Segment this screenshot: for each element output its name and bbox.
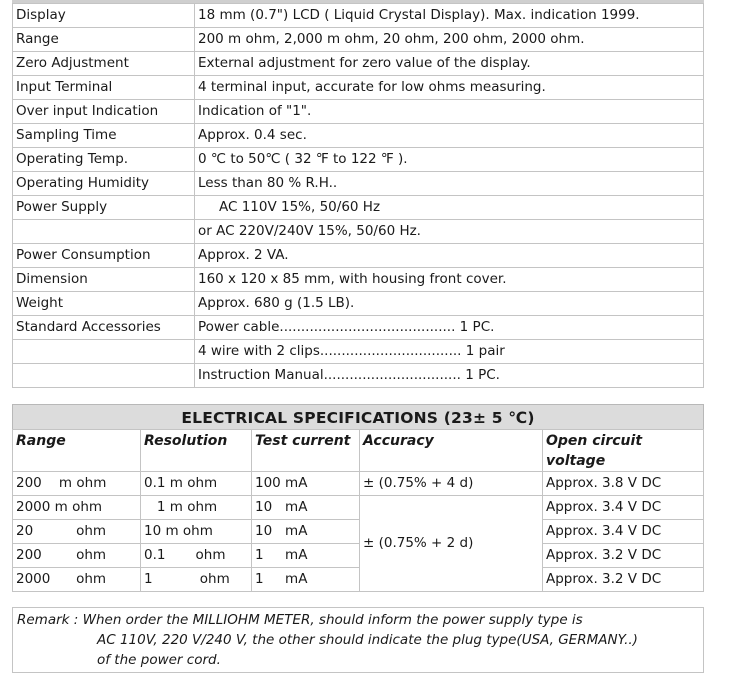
remark-box [12,607,704,673]
spec-label: Operating Humidity [13,172,195,196]
spec-label: Over input Indication [13,100,195,124]
electrical-spec-table [12,429,704,592]
cell-test-current: 10 mA [252,496,360,520]
spec-label: Input Terminal [13,76,195,100]
spec-row [13,52,704,76]
col-header-range: Range [13,430,141,472]
accessory-qty: 1 PC. [459,319,495,335]
cell-test-current: 1 mA [252,568,360,592]
cell-voltage: Approx. 3.8 V DC [543,472,704,496]
spec-label: Power Supply [13,196,195,220]
cell-range: 200 ohm [13,544,141,568]
general-spec-table [12,3,704,388]
accessory-qty: 1 PC. [465,367,500,383]
remark-line: AC 110V, 220 V/240 V, the other should indicate the plug type(USA, GERMANY..) [97,632,638,648]
spec-label: Range [13,28,195,52]
cell-test-current: 100 mA [252,472,360,496]
cell-voltage: Approx. 3.4 V DC [543,496,704,520]
col-header-open-circuit-line1: Open circuit [546,433,643,449]
cell-range: 20 ohm [13,520,141,544]
cell-resolution: 0.1 ohm [141,544,252,568]
spec-row [13,76,704,100]
spec-row [13,316,704,340]
table-row [13,496,704,520]
cell-test-current: 1 mA [252,544,360,568]
table-row [13,568,704,592]
spec-row [13,172,704,196]
cell-range: 2000 m ohm [13,496,141,520]
accessory-name: Power cable......................................... [198,319,456,335]
spec-label-empty [13,364,195,388]
col-header-open-circuit-line2: voltage [546,453,606,469]
col-header-open-circuit [543,430,704,472]
spec-value: Indication of "1". [195,100,704,124]
accessory-item [195,316,704,340]
spec-value: AC 110V 15%, 50/60 Hz [195,196,704,220]
spec-row [13,124,704,148]
spec-row [13,148,704,172]
spec-value: or AC 220V/240V 15%, 50/60 Hz. [195,220,704,244]
spec-label-empty [13,220,195,244]
remark-line: Remark : When order the MILLIOHM METER, should inform the power supply type is [17,612,583,628]
spec-row [13,268,704,292]
accessory-name: 4 wire with 2 clips................................. [198,343,462,359]
cell-voltage: Approx. 3.2 V DC [543,544,704,568]
spec-label: Power Consumption [13,244,195,268]
table-row [13,472,704,496]
table-row [13,520,704,544]
accessory-name: Instruction Manual................................ [198,367,461,383]
accessory-item [195,364,704,388]
spec-label: Zero Adjustment [13,52,195,76]
cell-resolution: 0.1 m ohm [141,472,252,496]
accessory-qty: 1 pair [465,343,505,359]
spec-value: Approx. 0.4 sec. [195,124,704,148]
spec-label: Dimension [13,268,195,292]
spec-label: Sampling Time [13,124,195,148]
spec-row [13,244,704,268]
spec-value: External adjustment for zero value of the display. [195,52,704,76]
spec-value: 0 ℃ to 50℃ ( 32 ℉ to 122 ℉ ). [195,148,704,172]
spec-value: 18 mm (0.7") LCD ( Liquid Crystal Display). Max. indication 1999. [195,4,704,28]
spec-row [13,28,704,52]
spec-row [13,4,704,28]
cell-range: 200 m ohm [13,472,141,496]
spec-value: Approx. 2 VA. [195,244,704,268]
col-header-test-current: Test current [252,430,360,472]
accessory-item [195,340,704,364]
spec-value: 4 terminal input, accurate for low ohms measuring. [195,76,704,100]
col-header-accuracy: Accuracy [360,430,543,472]
spec-row-continuation [13,340,704,364]
spec-value: 160 x 120 x 85 mm, with housing front cover. [195,268,704,292]
cell-voltage: Approx. 3.2 V DC [543,568,704,592]
cell-accuracy: ± (0.75% + 4 d) [360,472,543,496]
spec-row [13,292,704,316]
cell-resolution: 1 m ohm [141,496,252,520]
electrical-spec-section [12,404,704,592]
spec-label: Weight [13,292,195,316]
cell-voltage: Approx. 3.4 V DC [543,520,704,544]
spec-label-empty [13,340,195,364]
col-header-resolution: Resolution [141,430,252,472]
spec-value: Approx. 680 g (1.5 LB). [195,292,704,316]
spec-value: 200 m ohm, 2,000 m ohm, 20 ohm, 200 ohm, 2000 ohm. [195,28,704,52]
spec-row-continuation [13,220,704,244]
spec-row [13,196,704,220]
spec-label: Standard Accessories [13,316,195,340]
cell-resolution: 1 ohm [141,568,252,592]
cell-test-current: 10 mA [252,520,360,544]
remark-line: of the power cord. [97,652,221,668]
table-row [13,544,704,568]
spec-label: Operating Temp. [13,148,195,172]
cell-resolution: 10 m ohm [141,520,252,544]
spec-label: Display [13,4,195,28]
spec-row [13,100,704,124]
cell-range: 2000 ohm [13,568,141,592]
header-row [13,430,704,472]
spec-row-continuation [13,364,704,388]
electrical-spec-title: ELECTRICAL SPECIFICATIONS (23± 5 ℃) [12,404,704,429]
spec-value: Less than 80 % R.H.. [195,172,704,196]
cell-accuracy: ± (0.75% + 2 d) [360,496,543,592]
